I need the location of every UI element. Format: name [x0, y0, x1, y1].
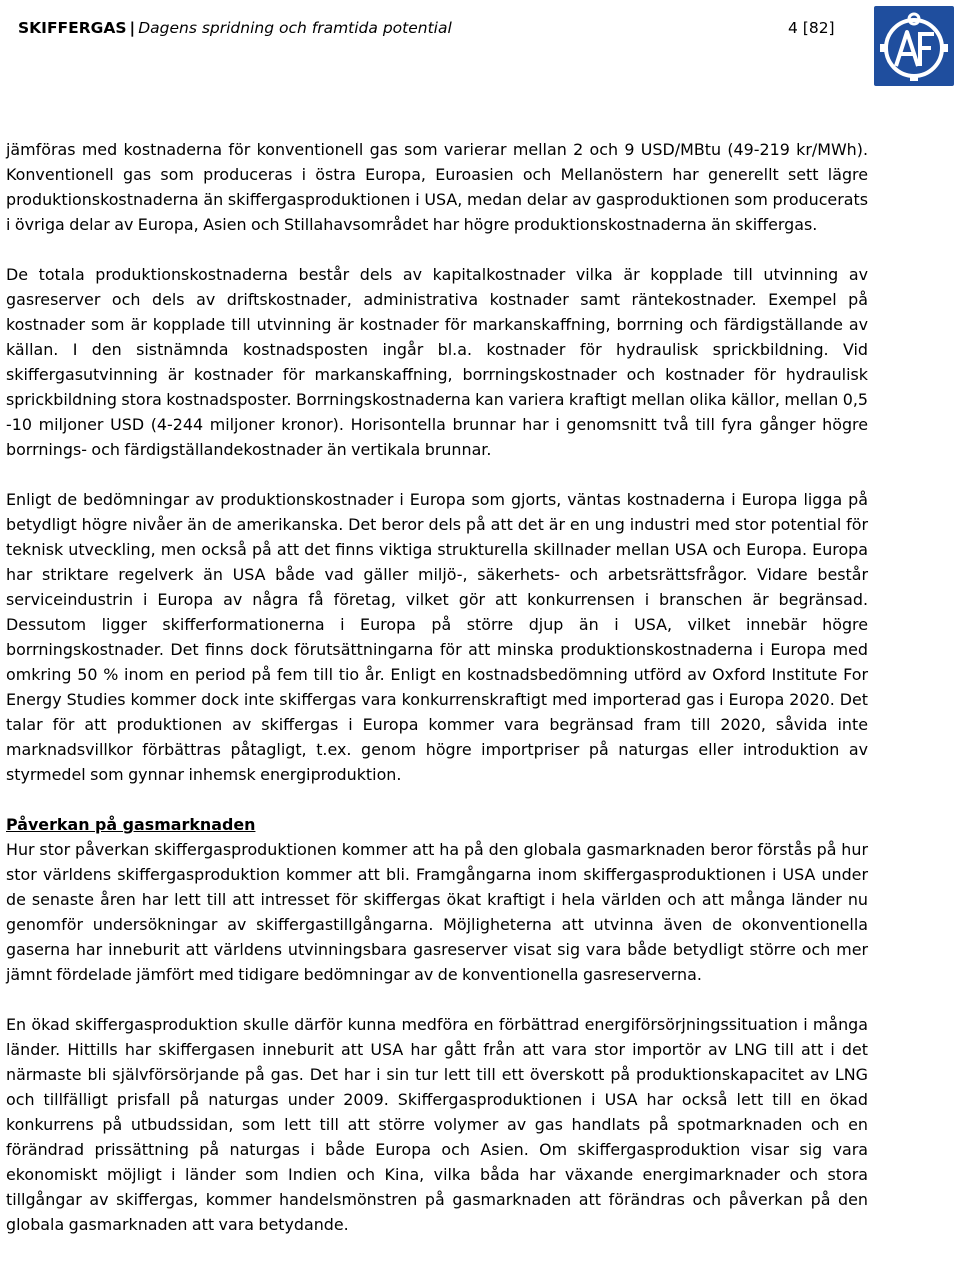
paragraph-cost-comparison: jämföras med kostnaderna för konventionell gas som varierar mellan 2 och 9 USD/MBtu (49-219 kr/MWh). Konventionell gas som produceras i östra Europa, Euroasien och Mellanöstern har generellt sett lägre produktionskostnaderna än skiffergasproduktionen i USA, medan delar av gasproduktionen som producerats i övriga delar av Europa, Asien och Stillahavsområdet har högre produktionskostnaderna än skiffergas.: [6, 140, 868, 234]
section-heading: Påverkan på gasmarknaden: [6, 815, 256, 834]
page-number: 4 [82]: [788, 19, 835, 37]
header-text: [18, 18, 452, 38]
document-title: SKIFFERGAS: [18, 19, 127, 37]
af-logo-graphic: [874, 6, 954, 86]
af-logo-icon: [874, 6, 954, 86]
paragraph-market-impact: Hur stor påverkan skiffergasproduktionen kommer att ha på den globala gasmarknaden beror förstås på hur stor världens skiffergasproduktion kommer att bli. Framgångarna inom skiffergasproduktionen i USA under de senaste åren har lett till att intresset för skiffergas ökat kraftigt i hela världen och att många länder nu genomför undersökningar av skiffergastillgångarna. Möjligheterna att utvinna även de okonventionella gaserna har inneburit att världens utvinningsbara gasreserver visat sig vara både betydligt större och mer jämnt fördelade jämfört med tidigare bedömningar av de konventionella gasreserverna.: [6, 840, 868, 984]
page-header: [0, 0, 960, 100]
paragraph-total-costs: De totala produktionskostnaderna består dels av kapitalkostnader vilka är kopplade till utvinning av gasreserver och dels av driftskostnader, administrativa kostnader samt räntekostnader. Exempel på kostnader som är kopplade till utvinning är kostnader för markanskaffning, borrning och färdigställande av källan. I den sistnämnda kostnadsposten ingår bl.a. kostnader för hydraulisk sprickbildning. Vid skiffergasutvinning är kostnader för markanskaffning, borrningskostnader och kostnader för hydraulisk sprickbildning stora kostnadsposter. Borrningskostnaderna kan variera kraftigt mellan olika källor, mellan 0,5 -10 miljoner USD (4-244 miljoner kronor). Horisontella brunnar har i genomsnitt två till fyra gånger högre borrnings- och färdigställandekostnader än vertikala brunnar.: [6, 265, 868, 459]
document-body: [6, 137, 868, 1262]
header-separator: |: [129, 19, 136, 37]
document-subtitle: Dagens spridning och framtida potential: [138, 19, 452, 37]
paragraph-energy-supply: En ökad skiffergasproduktion skulle därför kunna medföra en förbättrad energiförsörjningssituation i många länder. Hittills har skiffergasen inneburit att USA har gått från att vara stor importör av LNG till att i det närmaste bli självförsörjande på gas. Det har i sin tur lett till ett överskott på produktionskapacitet av LNG och tillfälligt prisfall på naturgas under 2009. Skiffergasproduktionen i USA har också lett till en ökad konkurrens på utbudssidan, som lett till att större volymer av gas handlats på spotmarknaden och en förändrad prissättning på naturgas i både Europa och Asien. Om skiffergasproduktion visar sig vara ekonomiskt möjligt i länder som Indien och Kina, vilka båda har växande energimarknader och stora tillgångar av skiffergas, kommer handelsmönstren på gasmarknaden att förändras och påverkan på den globala gasmarknaden att vara betydande.: [6, 1015, 868, 1234]
paragraph-europe-costs: Enligt de bedömningar av produktionskostnader i Europa som gjorts, väntas kostnaderna i Europa ligga på betydligt högre nivåer än de amerikanska. Det beror dels på att det är en ung industri med stor potential för teknisk utveckling, men också på att det finns viktiga strukturella skillnader mellan USA och Europa. Europa har striktare regelverk än USA både vad gäller miljö-, säkerhets- och arbetsrättsfrågor. Vidare består serviceindustrin i Europa av några få företag, vilket gör att konkurrensen i branschen är begränsad. Dessutom ligger skifferformationerna i Europa på större djup än i USA, vilket innebär högre borrningskostnader. Det finns dock förutsättningarna för att minska produktionskostnaderna i Europa med omkring 50 % inom en period på fem till tio år. Enligt en kostnadsbedömning utförd av Oxford Institute For Energy Studies kommer dock inte skiffergas vara konkurrenskraftigt med importerad gas i Europa 2020. Det talar för att produktionen av skiffergas i Europa kommer vara begränsad fram till 2020, såvida inte marknadsvillkor förbättras påtagligt, t.ex. genom högre importpriser på naturgas eller introduktion av styrmedel som gynnar inhemsk energiproduktion.: [6, 490, 868, 784]
